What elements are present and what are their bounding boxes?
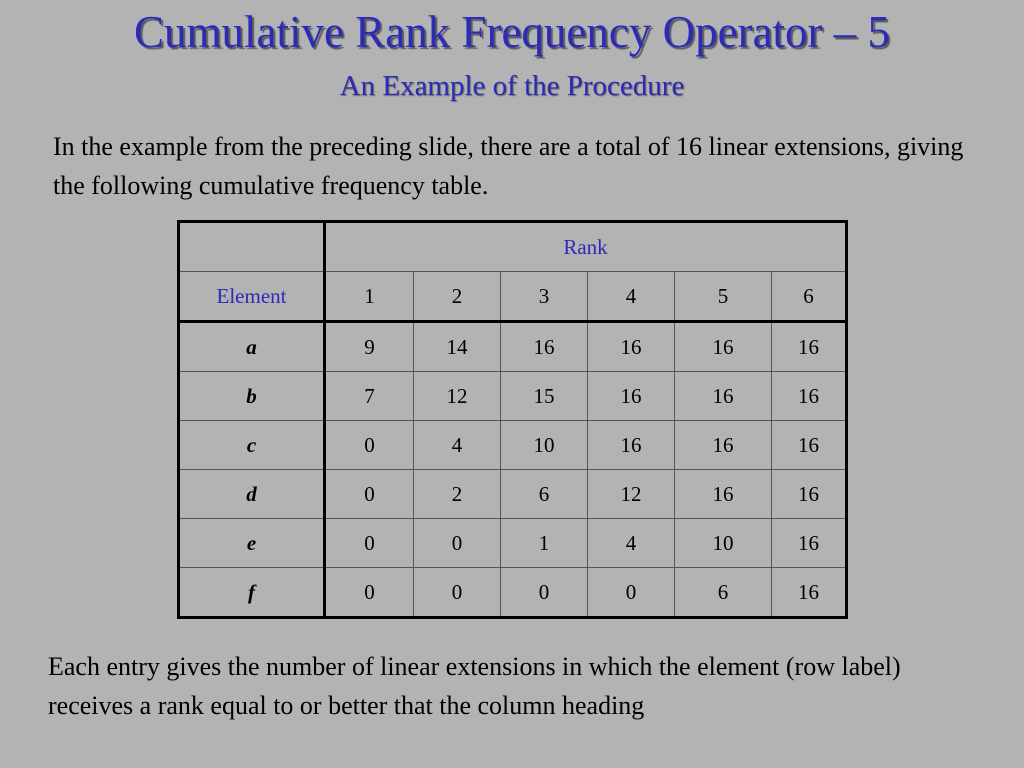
table-cell: 16: [772, 322, 847, 372]
row-label: d: [179, 470, 325, 519]
table-cell: 16: [501, 322, 588, 372]
table-row: [179, 372, 847, 421]
table-row: [179, 470, 847, 519]
table-cell: 14: [414, 322, 501, 372]
intro-paragraph: In the example from the preceding slide, there are a total of 16 linear extensions, giving the following cumulative frequency table.: [53, 132, 964, 200]
table-cell: 16: [588, 372, 675, 421]
row-label: e: [179, 519, 325, 568]
table-cell: 16: [675, 372, 772, 421]
rank-column-header: 6: [772, 272, 847, 322]
table-cell: 15: [501, 372, 588, 421]
table-cell: 16: [675, 322, 772, 372]
rank-column-header: 1: [325, 272, 414, 322]
table-row: [179, 322, 847, 372]
slide-title: Cumulative Rank Frequency Operator – 5: [133, 7, 891, 57]
table-cell: 10: [675, 519, 772, 568]
table-row: [179, 519, 847, 568]
table-cell: 16: [772, 519, 847, 568]
table-cell: 10: [501, 421, 588, 470]
table-cell: 0: [325, 470, 414, 519]
table-cell: 0: [588, 568, 675, 618]
table-column-header-row: [179, 272, 847, 322]
slide-subtitle: An Example of the Procedure: [339, 70, 685, 102]
table-cell: 4: [414, 421, 501, 470]
element-header: Element: [179, 272, 325, 322]
table-cell: 4: [588, 519, 675, 568]
table-cell: 2: [414, 470, 501, 519]
table-cell: 16: [772, 470, 847, 519]
rank-column-header: 3: [501, 272, 588, 322]
table-row: [179, 421, 847, 470]
table-cell: 16: [675, 470, 772, 519]
table-group-header-row: [179, 222, 847, 272]
table-cell: 16: [772, 421, 847, 470]
table-cell: 12: [414, 372, 501, 421]
table-cell: 0: [325, 519, 414, 568]
table-cell: 16: [772, 568, 847, 618]
row-label: b: [179, 372, 325, 421]
table-corner-cell: [179, 222, 325, 272]
table-cell: 12: [588, 470, 675, 519]
footer-paragraph: Each entry gives the number of linear extensions in which the element (row label) receives a rank equal to or better that the column heading: [48, 652, 901, 720]
rank-column-header: 5: [675, 272, 772, 322]
table-cell: 6: [675, 568, 772, 618]
rank-group-header: Rank: [325, 222, 847, 272]
table-cell: 16: [588, 322, 675, 372]
rank-column-header: 4: [588, 272, 675, 322]
row-label: c: [179, 421, 325, 470]
table-cell: 16: [588, 421, 675, 470]
table-cell: 0: [414, 519, 501, 568]
table-cell: 0: [414, 568, 501, 618]
table-cell: 1: [501, 519, 588, 568]
table-cell: 0: [325, 421, 414, 470]
table-cell: 6: [501, 470, 588, 519]
rank-column-header: 2: [414, 272, 501, 322]
row-label: a: [179, 322, 325, 372]
table-cell: 9: [325, 322, 414, 372]
table-cell: 0: [501, 568, 588, 618]
cumulative-frequency-table: [177, 220, 848, 619]
table-cell: 16: [675, 421, 772, 470]
table-row: [179, 568, 847, 618]
table-cell: 0: [325, 568, 414, 618]
table-cell: 16: [772, 372, 847, 421]
table-cell: 7: [325, 372, 414, 421]
row-label: f: [179, 568, 325, 618]
